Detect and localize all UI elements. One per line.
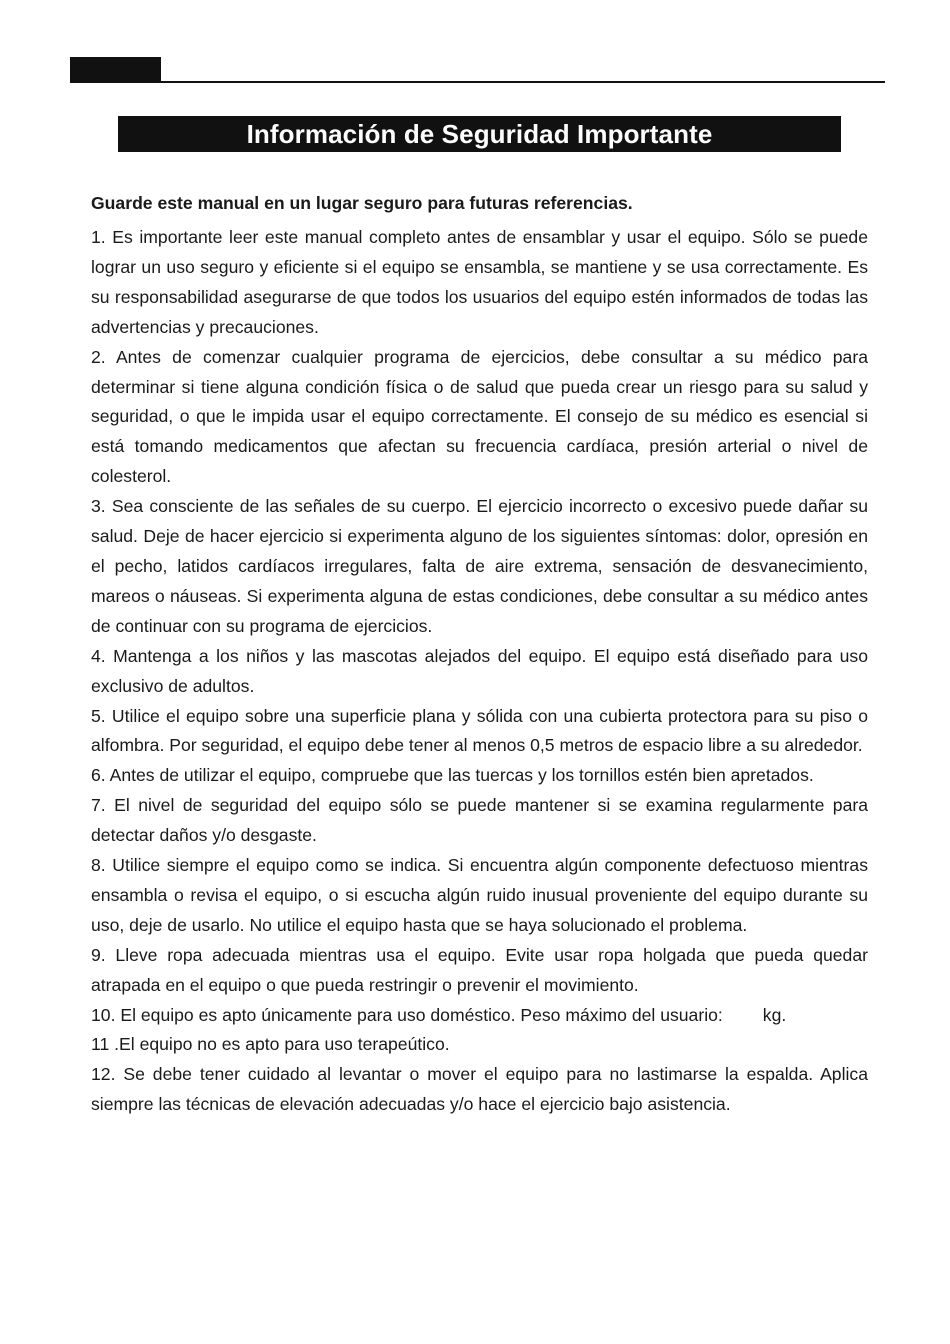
safety-item-11: 11 .El equipo no es apto para uso terapeútico. [91, 1034, 450, 1055]
safety-item-7: 7. El nivel de seguridad del equipo sólo se puede mantener si se examina regularmente para detectar daños y/o desgaste. [91, 795, 868, 846]
safety-item-2: 2. Antes de comenzar cualquier programa de ejercicios, debe consultar a su médico para determinar si tiene alguna condición física o de salud que pueda crear un riesgo para su salud y seguridad, o que le impida usar el equipo correctamente. El consejo de su médico es esencial si está tomando medicamentos que afectan su frecuencia cardíaca, presión arterial o nivel de colesterol. [91, 346, 868, 487]
safety-item-12: 12. Se debe tener cuidado al levantar o mover el equipo para no lastimarse la espalda. Aplica siempre las técnicas de elevación adecuadas y/o hace el ejercicio bajo asistencia. [91, 1064, 868, 1115]
page-title: Información de Seguridad Importante [118, 116, 841, 152]
weight-unit: kg. [762, 1004, 787, 1025]
header-black-tab [70, 57, 161, 82]
intro-text: Guarde este manual en un lugar seguro para futuras referencias. [91, 193, 633, 213]
safety-item-10-text: 10. El equipo es apto únicamente para uso doméstico. Peso máximo del usuario: [91, 1004, 723, 1025]
safety-item-9: 9. Lleve ropa adecuada mientras usa el equipo. Evite usar ropa holgada que pueda quedar atrapada en el equipo o que pueda restringir o prevenir el movimiento. [91, 944, 868, 995]
safety-item-6: 6. Antes de utilizar el equipo, compruebe que las tuercas y los tornillos estén bien apretados. [91, 765, 814, 786]
safety-item-10 [91, 1001, 868, 1031]
header-rule [70, 81, 885, 83]
safety-item-8: 8. Utilice siempre el equipo como se indica. Si encuentra algún componente defectuoso mientras ensambla o revisa el equipo, o si escucha algún ruido inusual proveniente del equipo durante su uso, deje de usarlo. No utilice el equipo hasta que se haya solucionado el problema. [91, 855, 868, 935]
safety-item-4: 4. Mantenga a los niños y las mascotas alejados del equipo. El equipo está diseñado para uso exclusivo de adultos. [91, 645, 868, 696]
safety-content [91, 189, 868, 1120]
safety-item-3: 3. Sea consciente de las señales de su cuerpo. El ejercicio incorrecto o excesivo puede dañar su salud. Deje de hacer ejercicio si experimenta alguno de los siguientes síntomas: dolor, opresión en el pecho, latidos cardíacos irregulares, falta de aire extrema, sensación de desvanecimiento, mareos o náuseas. Si experimenta alguna de estas condiciones, debe consultar a su médico antes de continuar con su programa de ejercicios. [91, 496, 868, 636]
safety-item-1: 1. Es importante leer este manual completo antes de ensamblar y usar el equipo. Sólo se puede lograr un uso seguro y eficiente si el equipo se ensambla, se mantiene y se usa correctamente. Es su responsabilidad asegurarse de que todos los usuarios del equipo estén informados de todas las advertencias y precauciones. [91, 227, 868, 337]
safety-item-5: 5. Utilice el equipo sobre una superficie plana y sólida con una cubierta protectora para su piso o alfombra. Por seguridad, el equipo debe tener al menos 0,5 metros de espacio libre a su alrededor. [91, 705, 868, 756]
